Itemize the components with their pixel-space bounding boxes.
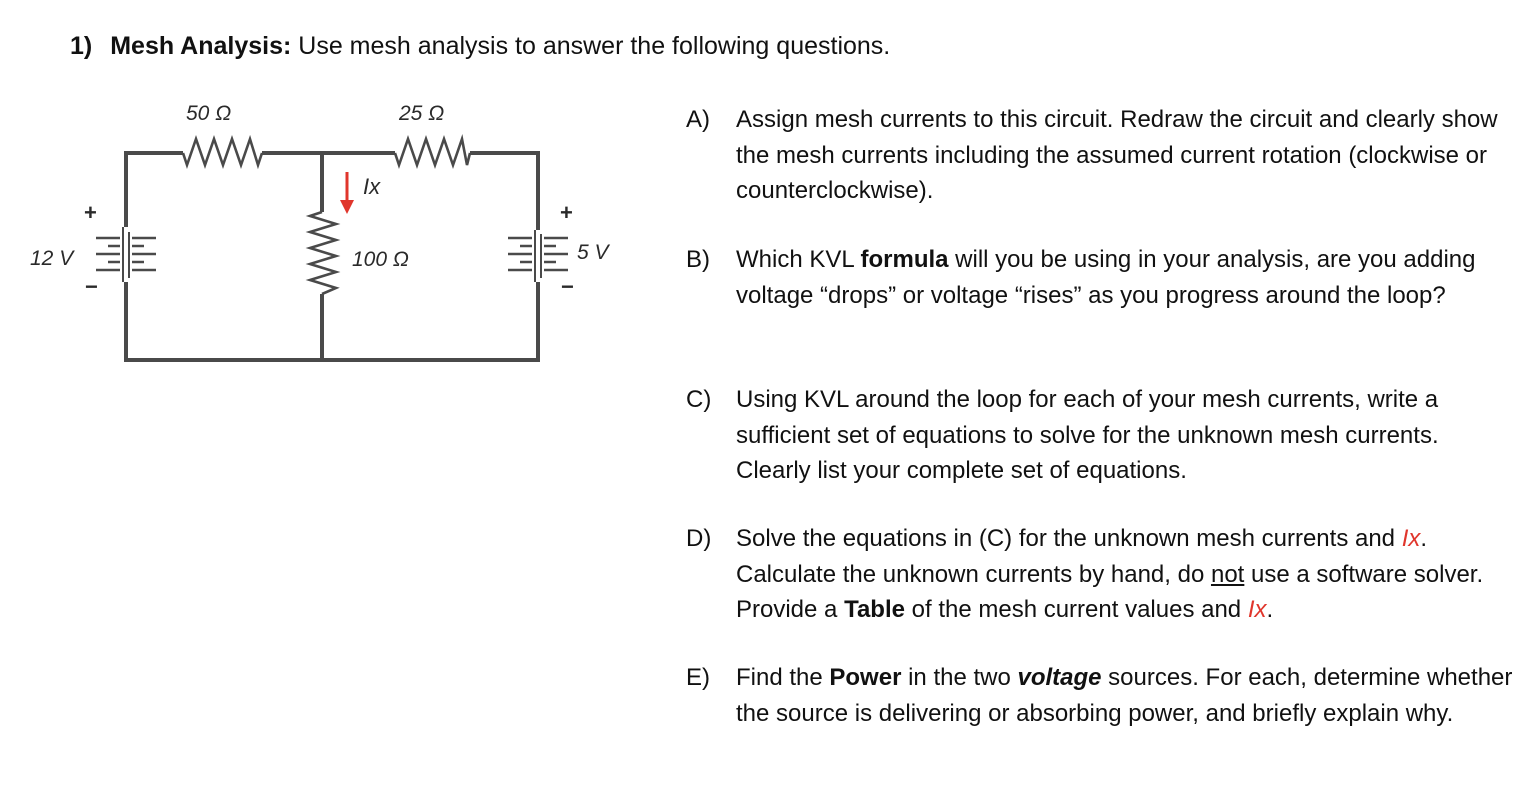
current-ix-label: Ix — [363, 174, 381, 199]
part-c-text: Using KVL around the loop for each of your mesh currents, write a sufficient set of equations to solve for the unknown mesh currents. Clearly list your complete set of equations. — [736, 386, 1439, 484]
question-number: 1) — [70, 32, 93, 60]
question-part-d — [686, 521, 1516, 628]
part-d-ix-1: Ix — [1401, 525, 1421, 552]
part-letter: E) — [686, 664, 710, 691]
part-text — [736, 242, 1516, 313]
part-d-underline: not — [1210, 560, 1245, 588]
part-d-text-1: Solve the equations in (C) for the unknown mesh currents and — [736, 525, 1402, 552]
circuit-wire-left-lower — [126, 282, 538, 360]
voltage-source-12v-label: 12 V — [30, 247, 74, 270]
circuit-wire-top-left — [126, 153, 183, 227]
circuit-wire-top-right — [470, 153, 538, 230]
part-d-bold: Table — [844, 596, 905, 623]
part-b-text-1: Which KVL — [736, 246, 861, 273]
part-letter: C) — [686, 386, 712, 413]
part-e-text-3: sources. For each, determine whether the source is delivering or absorbing power, and briefly explain why. — [736, 664, 1513, 727]
circuit-diagram — [0, 0, 680, 400]
part-e-text-1: Find the — [736, 664, 830, 691]
part-letter: D) — [686, 525, 712, 552]
part-a-text: Assign mesh currents to this circuit. Redraw the circuit and clearly show the mesh currents including the assumed current rotation (clockwise or counterclockwise). — [736, 106, 1498, 204]
resistor-25-ohm — [395, 139, 470, 165]
part-d-text-5: . — [1266, 596, 1274, 623]
part-text — [736, 521, 1516, 628]
resistor-100-ohm — [310, 212, 336, 294]
voltage-source-5v — [508, 230, 568, 282]
part-letter: A) — [686, 106, 710, 133]
part-text — [736, 102, 1516, 209]
part-e-bold-1: Power — [829, 664, 902, 691]
resistor-50-ohm — [183, 139, 262, 165]
resistor-100-ohm-label: 100 Ω — [352, 248, 409, 271]
part-b-text-2: will you be using in your analysis, are you adding voltage “drops” or voltage “rises” as you progress around the loop? — [736, 246, 1476, 309]
part-d-text-3: use a software solver. Provide a — [736, 560, 1484, 623]
part-letter: B) — [686, 246, 710, 273]
question-part-e — [686, 660, 1516, 731]
voltage-source-12v — [96, 227, 156, 282]
question-instructions: Use mesh analysis to answer the following questions. — [298, 32, 891, 60]
question-part-a — [686, 102, 1516, 209]
part-e-text-2: in the two — [901, 664, 1018, 691]
part-b-bold: formula — [860, 246, 949, 273]
resistor-25-ohm-label: 25 Ω — [399, 102, 445, 125]
plus-sign-12v: + — [84, 200, 97, 225]
part-e-bold-italic: voltage — [1017, 664, 1102, 691]
current-ix-arrow — [340, 172, 354, 214]
plus-sign-5v: + — [560, 200, 573, 225]
minus-sign-5v: − — [561, 274, 574, 299]
part-d-ix-2: Ix — [1247, 596, 1267, 623]
minus-sign-12v: − — [85, 274, 98, 299]
part-d-text-2: . Calculate the unknown currents by hand, do — [736, 525, 1428, 588]
question-part-b — [686, 242, 1516, 313]
question-title: Mesh Analysis: — [110, 32, 292, 60]
resistor-50-ohm-label: 50 Ω — [186, 102, 232, 125]
voltage-source-5v-label: 5 V — [577, 241, 609, 264]
part-text — [736, 382, 1516, 489]
question-part-c — [686, 382, 1516, 489]
part-text — [736, 660, 1516, 731]
part-d-text-4: of the mesh current values and — [904, 596, 1248, 623]
